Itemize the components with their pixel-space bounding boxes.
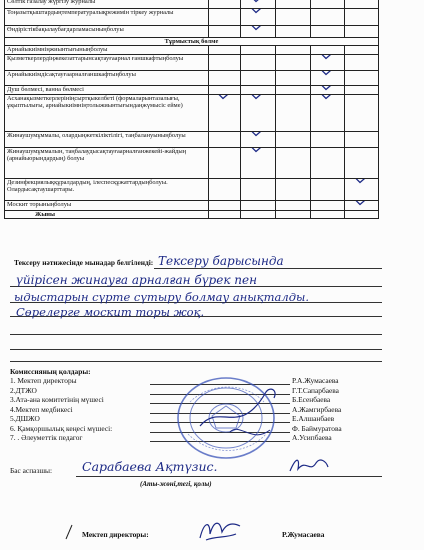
table-row — [5, 26, 379, 38]
table-row — [5, 86, 379, 95]
table-row — [5, 9, 379, 26]
handwritten-result-line: Тексеру барысында — [158, 254, 284, 268]
check-cell — [276, 95, 311, 132]
handwritten-result-line: ыдыстарын сүрте сүтыру болмау анықталды. — [14, 290, 310, 304]
check-cell — [276, 0, 311, 9]
check-cell — [208, 95, 241, 132]
member-name: Б.Есенбаева — [292, 395, 331, 404]
check-cell — [310, 95, 345, 132]
total-label: Жыны — [5, 211, 209, 219]
check-cell — [345, 0, 379, 9]
handwritten-result-line: Сөрелерге москит торы жоқ. — [16, 305, 205, 319]
check-cell — [276, 9, 311, 26]
check-cell — [345, 95, 379, 132]
total-row — [5, 211, 379, 219]
chef-label: Бас аспазшы: — [10, 466, 53, 475]
check-cell — [241, 55, 276, 71]
check-cell — [241, 86, 276, 95]
check-cell — [345, 148, 379, 179]
footer-name: Р.Жумасаева — [282, 530, 325, 539]
check-cell — [345, 9, 379, 26]
table-row — [5, 71, 379, 86]
check-cell — [345, 179, 379, 201]
row-label: Өндірістікбақылаубағдарламасыныңболуы — [5, 26, 209, 38]
member-name: Г.Т.Сапарбаева — [292, 385, 339, 395]
check-cell — [241, 26, 276, 38]
check-cell — [241, 95, 276, 132]
row-label: Сөлтік газалау жүргізу журналы — [5, 0, 209, 9]
check-cell — [241, 132, 276, 148]
signatures-heading: Комиссияның қолдары: — [10, 367, 91, 376]
check-cell — [276, 148, 311, 179]
handwritten-result-line: үйірісен жинауға арналған бүрек пен — [16, 273, 258, 287]
member-role: 1. Мектеп директоры — [10, 376, 77, 385]
check-cell — [310, 148, 345, 179]
table-row — [5, 0, 379, 9]
rule-line — [154, 268, 382, 269]
check-cell — [208, 86, 241, 95]
row-label: Қызметкерлердіңжекезаттарынсақтауғаарнал ғаншкафтыңболуы — [5, 55, 209, 71]
row-label: Арнайыкиімдісақтауғаарналғаншкафтыңболуы — [5, 71, 209, 86]
check-cell — [241, 179, 276, 201]
row-label: Дезинфекциялыққұралдардың, ілеспесқұжаттардыңболуы. Олардысақтаушарттары. — [5, 179, 209, 201]
check-cell — [241, 46, 276, 55]
check-cell — [345, 71, 379, 86]
round-stamp-icon — [170, 372, 286, 464]
row-label: Жинаушумұммалын, таңбалаудысақтауғаарналғанжекейі-жайдың (арнайыорындардың) болуы — [5, 148, 209, 179]
check-cell — [208, 179, 241, 201]
check-cell — [310, 86, 345, 95]
check-cell — [345, 132, 379, 148]
check-cell — [208, 132, 241, 148]
chef-handwritten-name: Сарабаева Ақтүзис. — [82, 459, 218, 474]
check-cell — [345, 26, 379, 38]
check-cell — [241, 0, 276, 9]
check-cell — [310, 201, 345, 211]
check-cell — [310, 0, 345, 9]
check-cell — [276, 46, 311, 55]
check-cell — [208, 71, 241, 86]
table-row — [5, 132, 379, 148]
footer-label: Мектеп директоры: — [82, 530, 149, 539]
check-cell — [345, 46, 379, 55]
table-row — [5, 95, 379, 132]
check-cell — [276, 179, 311, 201]
section-title: Тұрмыстық бөлме — [5, 38, 379, 46]
member-name: А.Усипбаева — [292, 433, 332, 442]
check-cell — [208, 148, 241, 179]
inspection-table — [4, 0, 379, 219]
check-cell — [208, 55, 241, 71]
check-cell — [345, 86, 379, 95]
member-name: Е.Алшанбаев — [292, 414, 335, 423]
row-label: Москит торыныңболуы — [5, 201, 209, 211]
signature-icon — [196, 516, 244, 544]
check-cell — [310, 132, 345, 148]
rule-line — [76, 476, 382, 477]
member-name: А.Жамгирбаева — [292, 404, 342, 414]
rule-line — [10, 349, 382, 350]
check-cell — [241, 9, 276, 26]
member-role: 3.Ата-ана комитетінің мүшесі — [10, 395, 104, 404]
check-cell — [208, 0, 241, 9]
member-name: Р.А.Жумасаева — [292, 376, 339, 385]
check-cell — [310, 46, 345, 55]
check-cell — [208, 201, 241, 211]
check-cell — [276, 26, 311, 38]
table-row — [5, 179, 379, 201]
section-row — [5, 38, 379, 46]
chef-caption: (Аты-жөні,тегі, қолы) — [140, 480, 212, 488]
member-role: 2.ДТЖО — [10, 385, 37, 395]
table-row — [5, 201, 379, 211]
row-label: Душ бөлмесі, ванна бөлмесі — [5, 86, 209, 95]
check-cell — [208, 26, 241, 38]
check-cell — [310, 9, 345, 26]
check-cell — [276, 86, 311, 95]
check-cell — [241, 148, 276, 179]
check-cell — [310, 71, 345, 86]
rule-line — [10, 361, 382, 362]
result-label: Тексеру нәтижесінде мынадар белгіленді: — [14, 258, 154, 267]
check-cell — [241, 71, 276, 86]
check-cell — [345, 55, 379, 71]
member-role: 6. Қамқоршылық кеңесі мүшесі: — [10, 423, 113, 433]
table-row — [5, 148, 379, 179]
row-label: Асханақызметкерлерініңсыртқыкелбеті (формаларынтазалығы, ұқыптылығы, арнайыкиімніңтолыжиынтығындаңжүмысіс ейме) — [5, 95, 209, 132]
check-cell — [276, 201, 311, 211]
check-cell — [276, 71, 311, 86]
check-cell — [345, 201, 379, 211]
check-cell — [208, 9, 241, 26]
check-cell — [241, 201, 276, 211]
member-name: Ф. Баймуратова — [292, 423, 342, 433]
check-cell — [276, 132, 311, 148]
check-cell — [310, 179, 345, 201]
check-cell — [276, 55, 311, 71]
member-role: 4.Мектеп медбикесі — [10, 404, 73, 414]
signature-icon — [286, 455, 332, 477]
rule-line — [10, 334, 382, 335]
table-row — [5, 55, 379, 71]
pen-mark-icon — [64, 524, 74, 540]
table-row — [5, 46, 379, 55]
check-cell — [310, 26, 345, 38]
member-role: 7. . Әлеуметтік педагог — [10, 433, 83, 442]
check-cell — [208, 46, 241, 55]
row-label: Арнайыкиімніңжиынтығыныңболуы — [5, 46, 209, 55]
member-role: 5.ДШЖО — [10, 414, 40, 423]
row-label: Тоңазытқыштардыңтемпературалықрежимін тіркеу журналы — [5, 9, 209, 26]
check-cell — [310, 55, 345, 71]
row-label: Жинаушумұммалы, олардыңжеткіліктілігі, таңбалануыныңболуы — [5, 132, 209, 148]
